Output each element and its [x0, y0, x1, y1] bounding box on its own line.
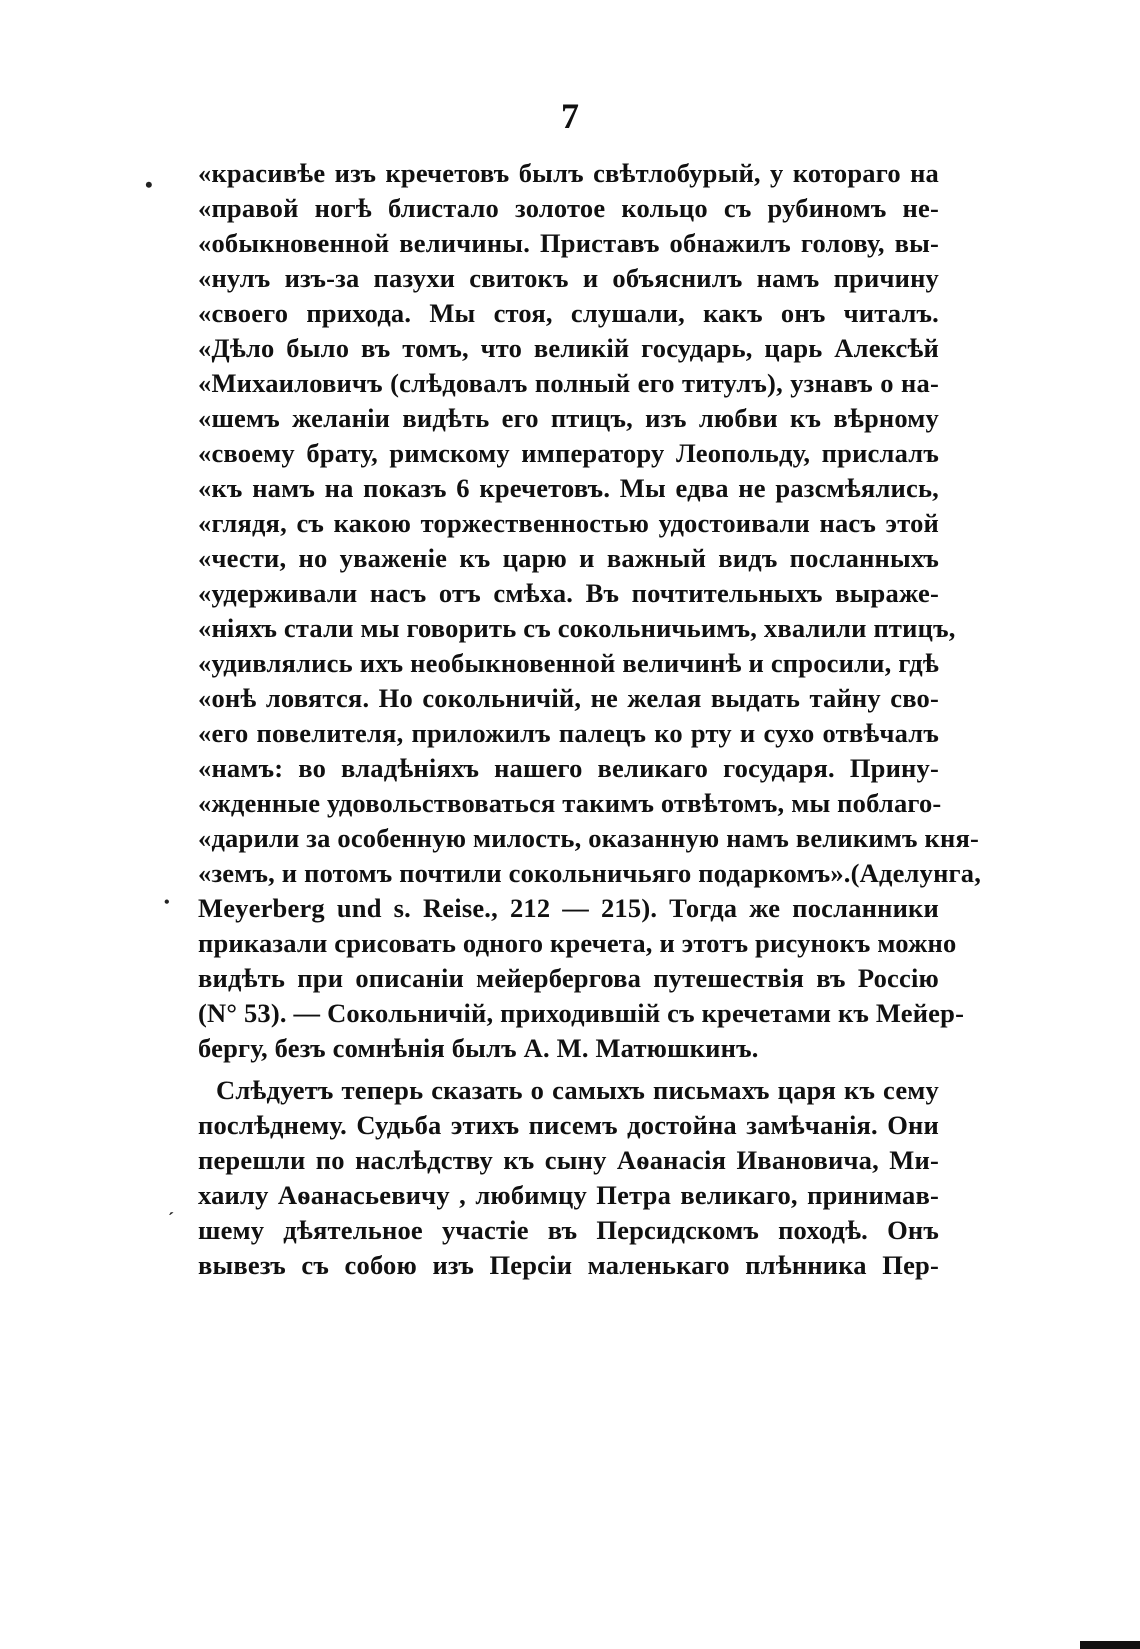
text-line-12: «чести, но уваженіе къ царю и важный видъ посланныхъ	[198, 543, 939, 573]
text-line-15: «удивлялись ихъ необыкновенной величинѣ и спросили, гдѣ	[198, 648, 939, 678]
page-number: 7	[561, 96, 579, 136]
text-line-32: вывезъ съ собою изъ Персіи маленькаго плѣнника Пер-	[198, 1250, 939, 1280]
margin-dot-mark: •	[164, 894, 170, 911]
text-line-9: «своему брату, римскому императору Леопольду, прислалъ	[198, 438, 939, 468]
text-line-29: перешли по наслѣдству къ сыну Аѳанасія Ивановича, Ми-	[198, 1145, 939, 1175]
text-line-7: «Михаиловичъ (слѣдовалъ полный его титулъ), узнавъ о на-	[198, 368, 939, 398]
text-line-1: «красивѣе изъ кречетовъ былъ свѣтлобурый, у котораго на	[198, 158, 939, 188]
text-line-10: «къ намъ на показъ 6 кречетовъ. Мы едва не разсмѣялись,	[198, 473, 939, 503]
text-line-19: «жденные удовольствоваться такимъ отвѣтомъ, мы поблаго-	[198, 788, 942, 818]
text-line-16: «онѣ ловятся. Но сокольничій, не желая выдать тайну сво-	[198, 683, 939, 713]
text-line-3: «обыкновенной величины. Приставъ обнажилъ голову, вы-	[198, 228, 939, 258]
text-line-20: «дарили за особенную милость, оказанную намъ великимъ кня-	[198, 823, 980, 853]
text-line-31: шему дѣятельное участіе въ Персидскомъ походѣ. Онъ	[198, 1215, 939, 1245]
text-line-11: «глядя, съ какою торжественностью удостоивали насъ этой	[198, 508, 939, 538]
margin-dot-mark: •	[145, 172, 153, 197]
text-line-23: приказали срисовать одного кречета, и этотъ рисунокъ можно	[198, 928, 957, 958]
text-line-24: видѣть при описаніи мейербергова путешествія въ Россію	[198, 963, 939, 993]
text-line-26: бергу, безъ сомнѣнія былъ А. М. Матюшкинъ.	[198, 1033, 759, 1063]
text-line-8: «шемъ желаніи видѣть его птицъ, изъ любви къ вѣрному	[198, 403, 939, 433]
text-line-2: «правой ногѣ блистало золотое кольцо съ рубиномъ не-	[198, 193, 939, 223]
scan-corner-mark	[1080, 1641, 1140, 1649]
text-line-21: «земъ, и потомъ почтили сокольничьяго подаркомъ».(Аделунга,	[198, 858, 982, 888]
paragraph-start-line: Слѣдуетъ теперь сказать о самыхъ письмахъ царя къ сему	[216, 1075, 939, 1105]
text-line-13: «удерживали насъ отъ смѣха. Въ почтительныхъ выраже-	[198, 578, 939, 608]
margin-hook-mark: ˊ	[168, 1209, 174, 1229]
text-line-6: «Дѣло было въ томъ, что великій государь, царь Алексѣй	[198, 333, 939, 363]
text-line-22: Meyerberg und s. Reise., 212 — 215). Тогда же посланники	[198, 893, 939, 923]
text-line-28: послѣднему. Судьба этихъ писемъ достойна замѣчанія. Они	[198, 1110, 939, 1140]
text-line-25: (N° 53). — Сокольничій, приходившій съ кречетами къ Мейер-	[198, 998, 965, 1028]
text-line-18: «намъ: во владѣніяхъ нашего великаго государя. Прину-	[198, 753, 939, 783]
text-line-30: хаилу Аѳанасьевичу , любимцу Петра великаго, принимав-	[198, 1180, 939, 1210]
text-line-17: «его повелителя, приложилъ палецъ ко рту и сухо отвѣчалъ	[198, 718, 939, 748]
text-line-14: «ніяхъ стали мы говорить съ сокольничьимъ, хвалили птицъ,	[198, 613, 956, 643]
text-line-5: «своего прихода. Мы стоя, слушали, какъ онъ читалъ.	[198, 298, 939, 328]
text-line-4: «нулъ изъ-за пазухи свитокъ и объяснилъ намъ причину	[198, 263, 939, 293]
